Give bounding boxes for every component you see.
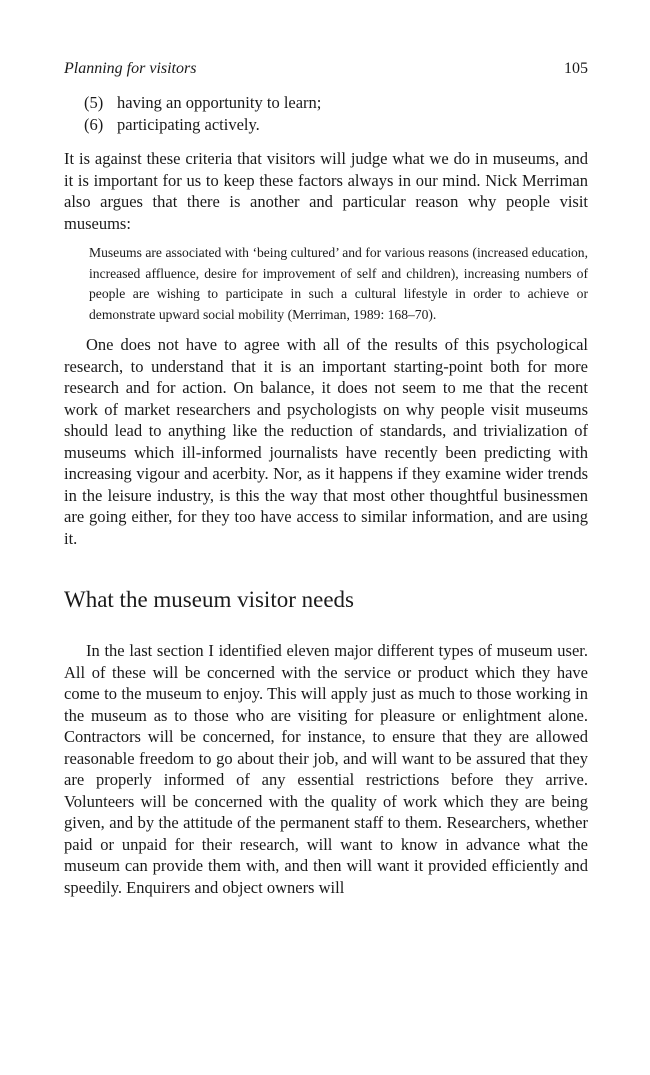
running-title: Planning for visitors	[64, 60, 197, 77]
paragraph-museum-users: In the last section I identified eleven major different types of museum user. All of these will be concerned with the service or product which they have come to the museum to enjoy. This will apply just as much to those working in the museum as to those who are visiting for pleasure or enlightment alone. Contractors will be concerned, for instance, to ensure that they are allowed reasonable freedom to go about their job, and will want to be assured that they are properly informed of any essential restrictions before they arrive. Volunteers will be concerned with the quality of work which they are being given, and by the attitude of the permanent staff to them. Researchers, whether paid or unpaid for their research, will want to know in advance what the museum can provide them with, and then will want it provided efficiently and speedily. Enquirers and object owners will	[64, 641, 588, 897]
list-item-number: (5)	[84, 93, 104, 112]
paragraph-criteria: It is against these criteria that visitors will judge what we do in museums, and it is important for us to keep these factors always in our mind. Nick Merriman also argues that there is another and particular reason why people visit museums:	[64, 149, 588, 233]
book-page	[64, 60, 588, 898]
list-item	[84, 92, 588, 114]
paragraph-psychological-research: One does not have to agree with all of the results of this psychological research, to understand that it is an important starting-point both for more research and for action. On balance, it does not seem to me that the recent work of market researchers and psychologists on why people visit museums should lead to anything like the reduction of standards, and trivialization of museums which ill-informed journalists have recently been predicting with increasing vigour and acerbity. Nor, as it happens if they examine wider trends in the leisure industry, is this the way that most other thoughtful businessmen are going either, for they too have access to similar information, and are using it.	[64, 335, 588, 548]
block-quote: Museums are associated with ‘being cultured’ and for various reasons (increased education, increased affluence, desire for improvement of self and children), increasing numbers of people are wishing to participate in such a cultural lifestyle in order to achieve or demonstrate upward social mobility (Merriman, 1989: 168–70).	[89, 245, 588, 322]
running-header	[64, 60, 588, 88]
list-item-number: (6)	[84, 115, 104, 134]
list-item	[84, 114, 588, 136]
list-item-text: participating actively.	[117, 115, 260, 134]
section-heading: What the museum visitor needs	[64, 587, 354, 613]
page-number: 105	[564, 60, 588, 77]
list-item-text: having an opportunity to learn;	[117, 93, 322, 112]
numbered-list	[84, 92, 588, 136]
